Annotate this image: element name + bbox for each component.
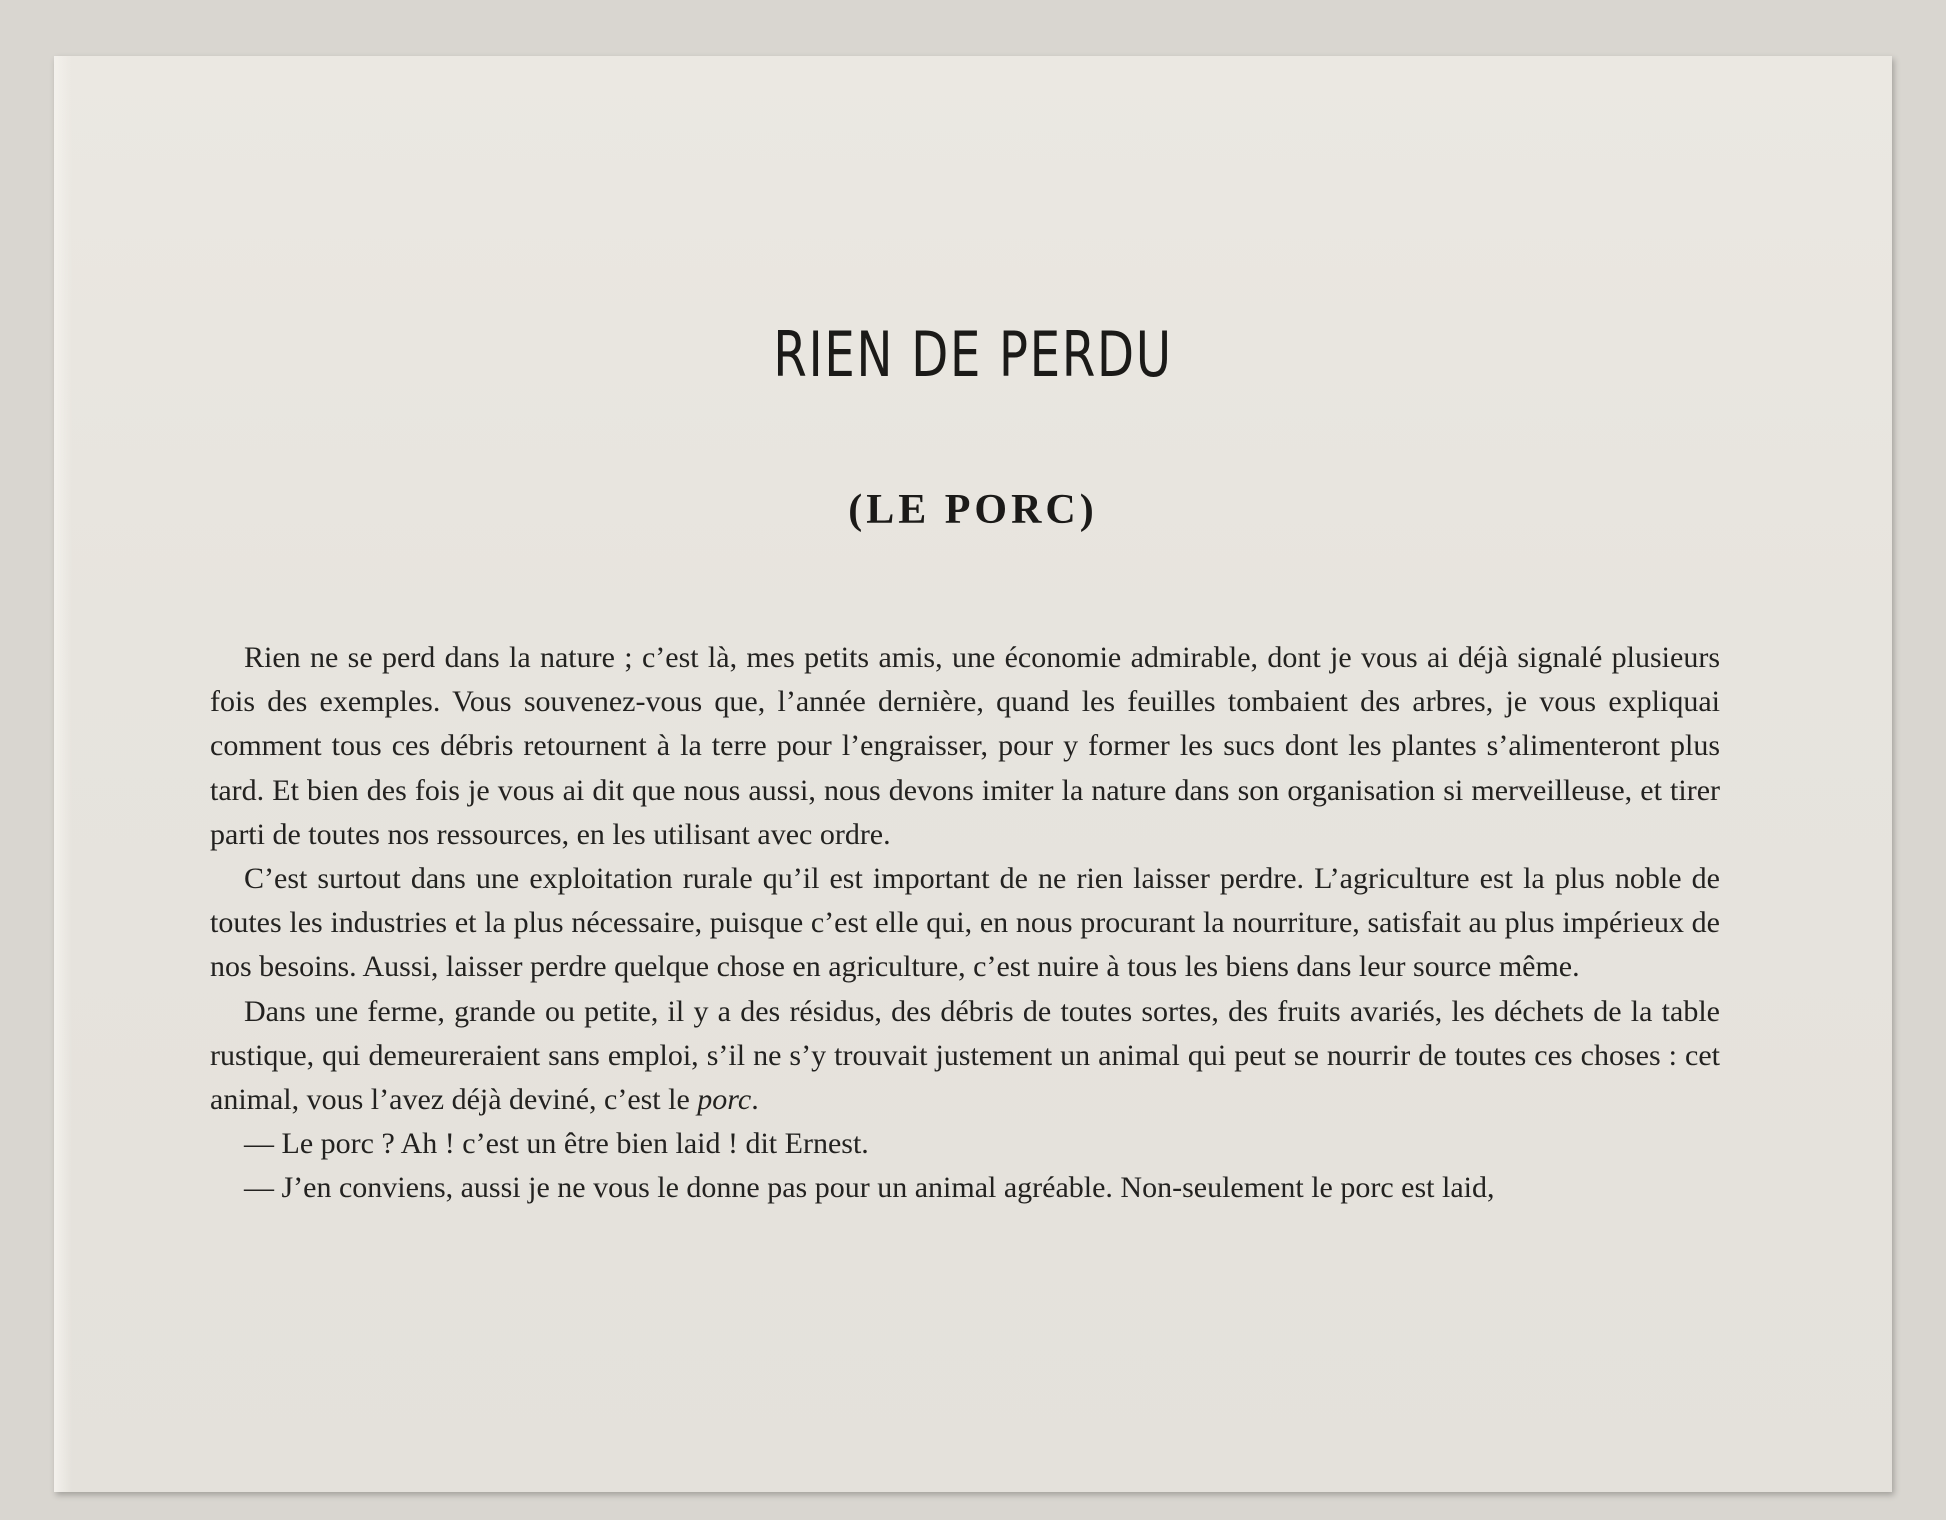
page-title: RIEN DE PERDU [773,318,1173,391]
dialogue-line: — Le porc ? Ah ! c’est un être bien laid ! dit Ernest. [244,1127,869,1161]
body-text [210,636,1720,1211]
paragraph: Rien ne se perd dans la nature ; c’est là, mes petits amis, une économie admirable, dont je vous ai déjà signalé plusieurs fois des exemples. Vous souvenez-vous que, l’année dernière, quand les feuilles tombaient des arbres, je vous expliquai comment tous ces débris retournent à la terre pour l’engraisser, pour y former les sucs dont les plantes s’alimenteront plus tard. Et bien des fois je vous ai dit que nous aussi, nous devons imiter la nature dans son organisation si merveilleuse, et tirer parti de toutes nos ressources, en les utilisant avec ordre. [210,641,1720,851]
dialogue-line: — J’en conviens, aussi je ne vous le donne pas pour un animal agréable. Non-seulement le porc est laid, [244,1171,1495,1205]
paragraph-text: . [751,1083,759,1117]
printed-page [54,56,1892,1492]
paragraph-text: Dans une ferme, grande ou petite, il y a des résidus, des débris de toutes sortes, des fruits avariés, les déchets de la table rustique, qui demeureraient sans emploi, s’il ne s’y trouvait justement un animal qui peut se nourrir de toutes ces choses : cet animal, vous l’avez déjà deviné, c’est le [210,994,1720,1117]
page-subtitle: (LE PORC) [848,487,1098,533]
emphasized-word: porc [697,1083,752,1117]
paragraph: C’est surtout dans une exploitation rurale qu’il est important de ne rien laisser perdre. L’agriculture est la plus noble de toutes les industries et la plus nécessaire, puisque c’est elle qui, en nous procurant la nourriture, satisfait au plus impérieux de nos besoins. Aussi, laisser perdre quelque chose en agriculture, c’est nuire à tous les biens dans leur source même. [210,862,1720,984]
paragraph [210,990,1720,1123]
